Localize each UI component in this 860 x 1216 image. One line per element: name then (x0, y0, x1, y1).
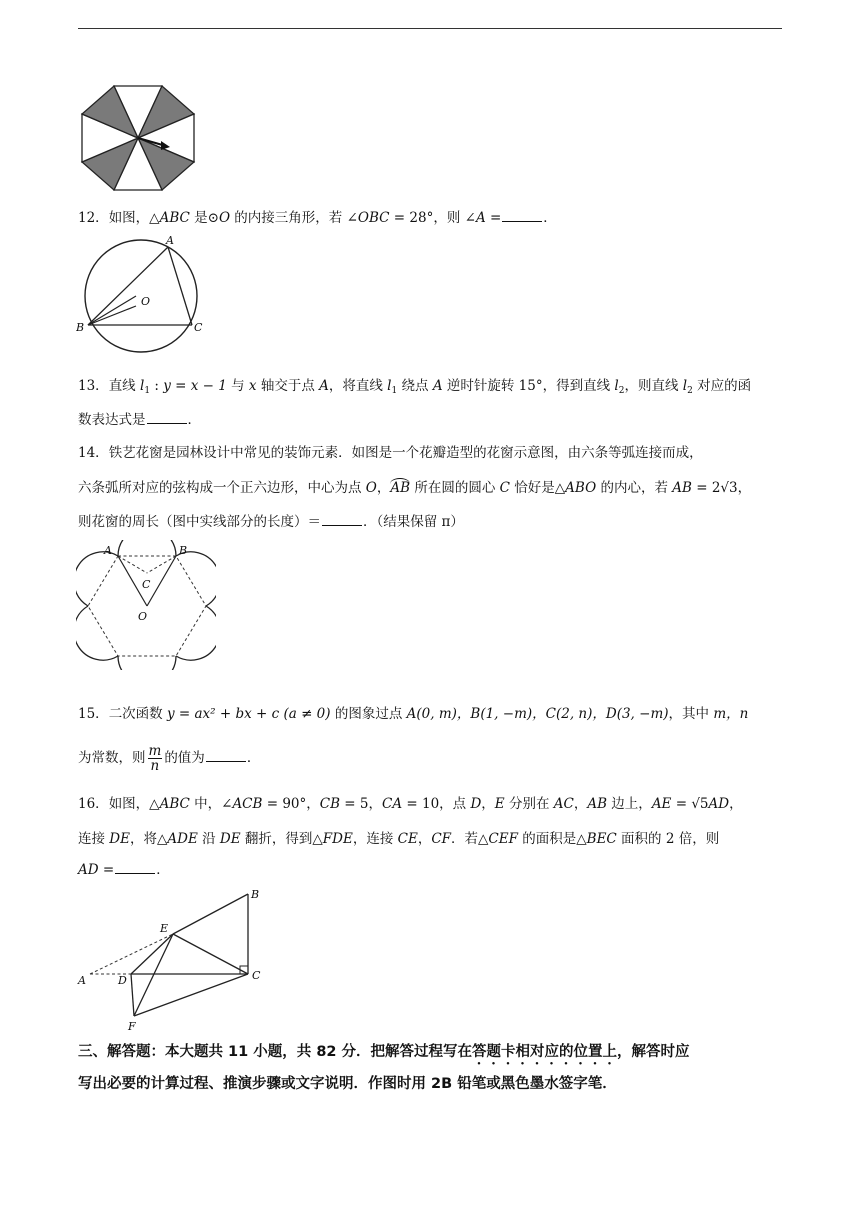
q12-circle-figure (76, 234, 206, 358)
label-a: A (104, 544, 112, 557)
q12-line: 12．如图，△ABC 是⊙O 的内接三角形，若 ∠OBC = 28°，则 ∠A = ． (78, 210, 557, 226)
label-b: B (251, 888, 260, 901)
q13-line-1: 13．直线 $l_1$ : y = x − 1 与 x 轴交于点 A，将直线 $l_1$ 绕点 A 逆时针旋转 15°，得到直线 $l_2$，则直线 $l_2$ 对应的函 (78, 378, 752, 396)
petal-arc-top (118, 540, 176, 556)
petal-arc-bottom (118, 656, 176, 670)
label-b: B (179, 544, 188, 557)
label-d: D (118, 974, 127, 987)
label-o: O (141, 295, 151, 308)
petal-arc-lower-right (176, 606, 216, 660)
section-3-heading-line-1: 三、解答题：本大题共 11 小题，共 82 分．把解答过程写在答题卡相对应的位置上，解答时应 (78, 1044, 690, 1060)
answer-blank (206, 749, 246, 762)
answer-blank (115, 861, 155, 874)
label-a: A (78, 974, 86, 987)
q16-line-2: 连接 DE，将△ADE 沿 DE 翻折，得到△FDE，连接 CE，CF．若△CEF 的面积是△BEC 面积的 2 倍，则 (78, 831, 720, 847)
q14-line-1: 14．铁艺花窗是园林设计中常见的装饰元素．如图是一个花瓣造型的花窗示意图，由六条等弧连接而成， (78, 445, 703, 461)
section-3-heading-line-2: 写出必要的计算过程、推演步骤或文字说明．作图时用 2B 铅笔或黑色墨水签字笔． (78, 1076, 617, 1092)
q14-line-2: 六条弧所对应的弦构成一个正六边形，中心为点 O，AB 所在圆的圆心 C 恰好是△ABO 的内心，若 AB = 2√3， (78, 480, 752, 496)
octagon-spinner-figure (76, 80, 200, 196)
petal-arc-upper-left (76, 552, 118, 606)
petal-arc-lower-left (76, 606, 118, 660)
petal-arc-upper-right (176, 552, 216, 606)
answer-blank (502, 209, 542, 222)
q16-triangle-fold-figure (76, 886, 276, 1036)
label-a: A (166, 234, 174, 247)
q14-flower-window-figure (76, 540, 216, 670)
label-c: C (142, 578, 151, 591)
label-f: F (128, 1020, 136, 1033)
label-o: O (138, 610, 148, 623)
q16-line-3: AD = ． (78, 862, 170, 878)
label-e: E (160, 922, 169, 935)
label-c: C (194, 321, 203, 334)
q15-line-1: 15．二次函数 y = ax² + bx + c (a ≠ 0) 的图象过点 A(0, m)，B(1, −m)，C(2, n)，D(3, −m)，其中 m，n (78, 706, 749, 722)
q16-line-1: 16．如图，△ABC 中，∠ACB = 90°，CB = 5，CA = 10，点 D，E 分别在 AC，AB 边上，AE = √5AD， (78, 796, 743, 812)
header-rule (78, 28, 782, 29)
q15-line-2: 为常数，则 $\frac{m}{n}$ 的值为 ． (78, 743, 261, 774)
q14-line-3: 则花窗的周长（图中实线部分的长度）＝ ．（结果保留 π） (78, 514, 464, 530)
answer-blank (322, 513, 362, 526)
fraction-m-over-n: $\frac{m}{n}$ (148, 743, 162, 774)
arc-ab: AB (390, 480, 411, 496)
answer-blank (147, 411, 187, 424)
label-c: C (252, 969, 261, 982)
label-b: B (76, 321, 85, 334)
q13-line-2: 数表达式是 ． (78, 412, 201, 428)
emphasis-answer-sheet: 答题卡相对应的位置上 (472, 1044, 618, 1060)
